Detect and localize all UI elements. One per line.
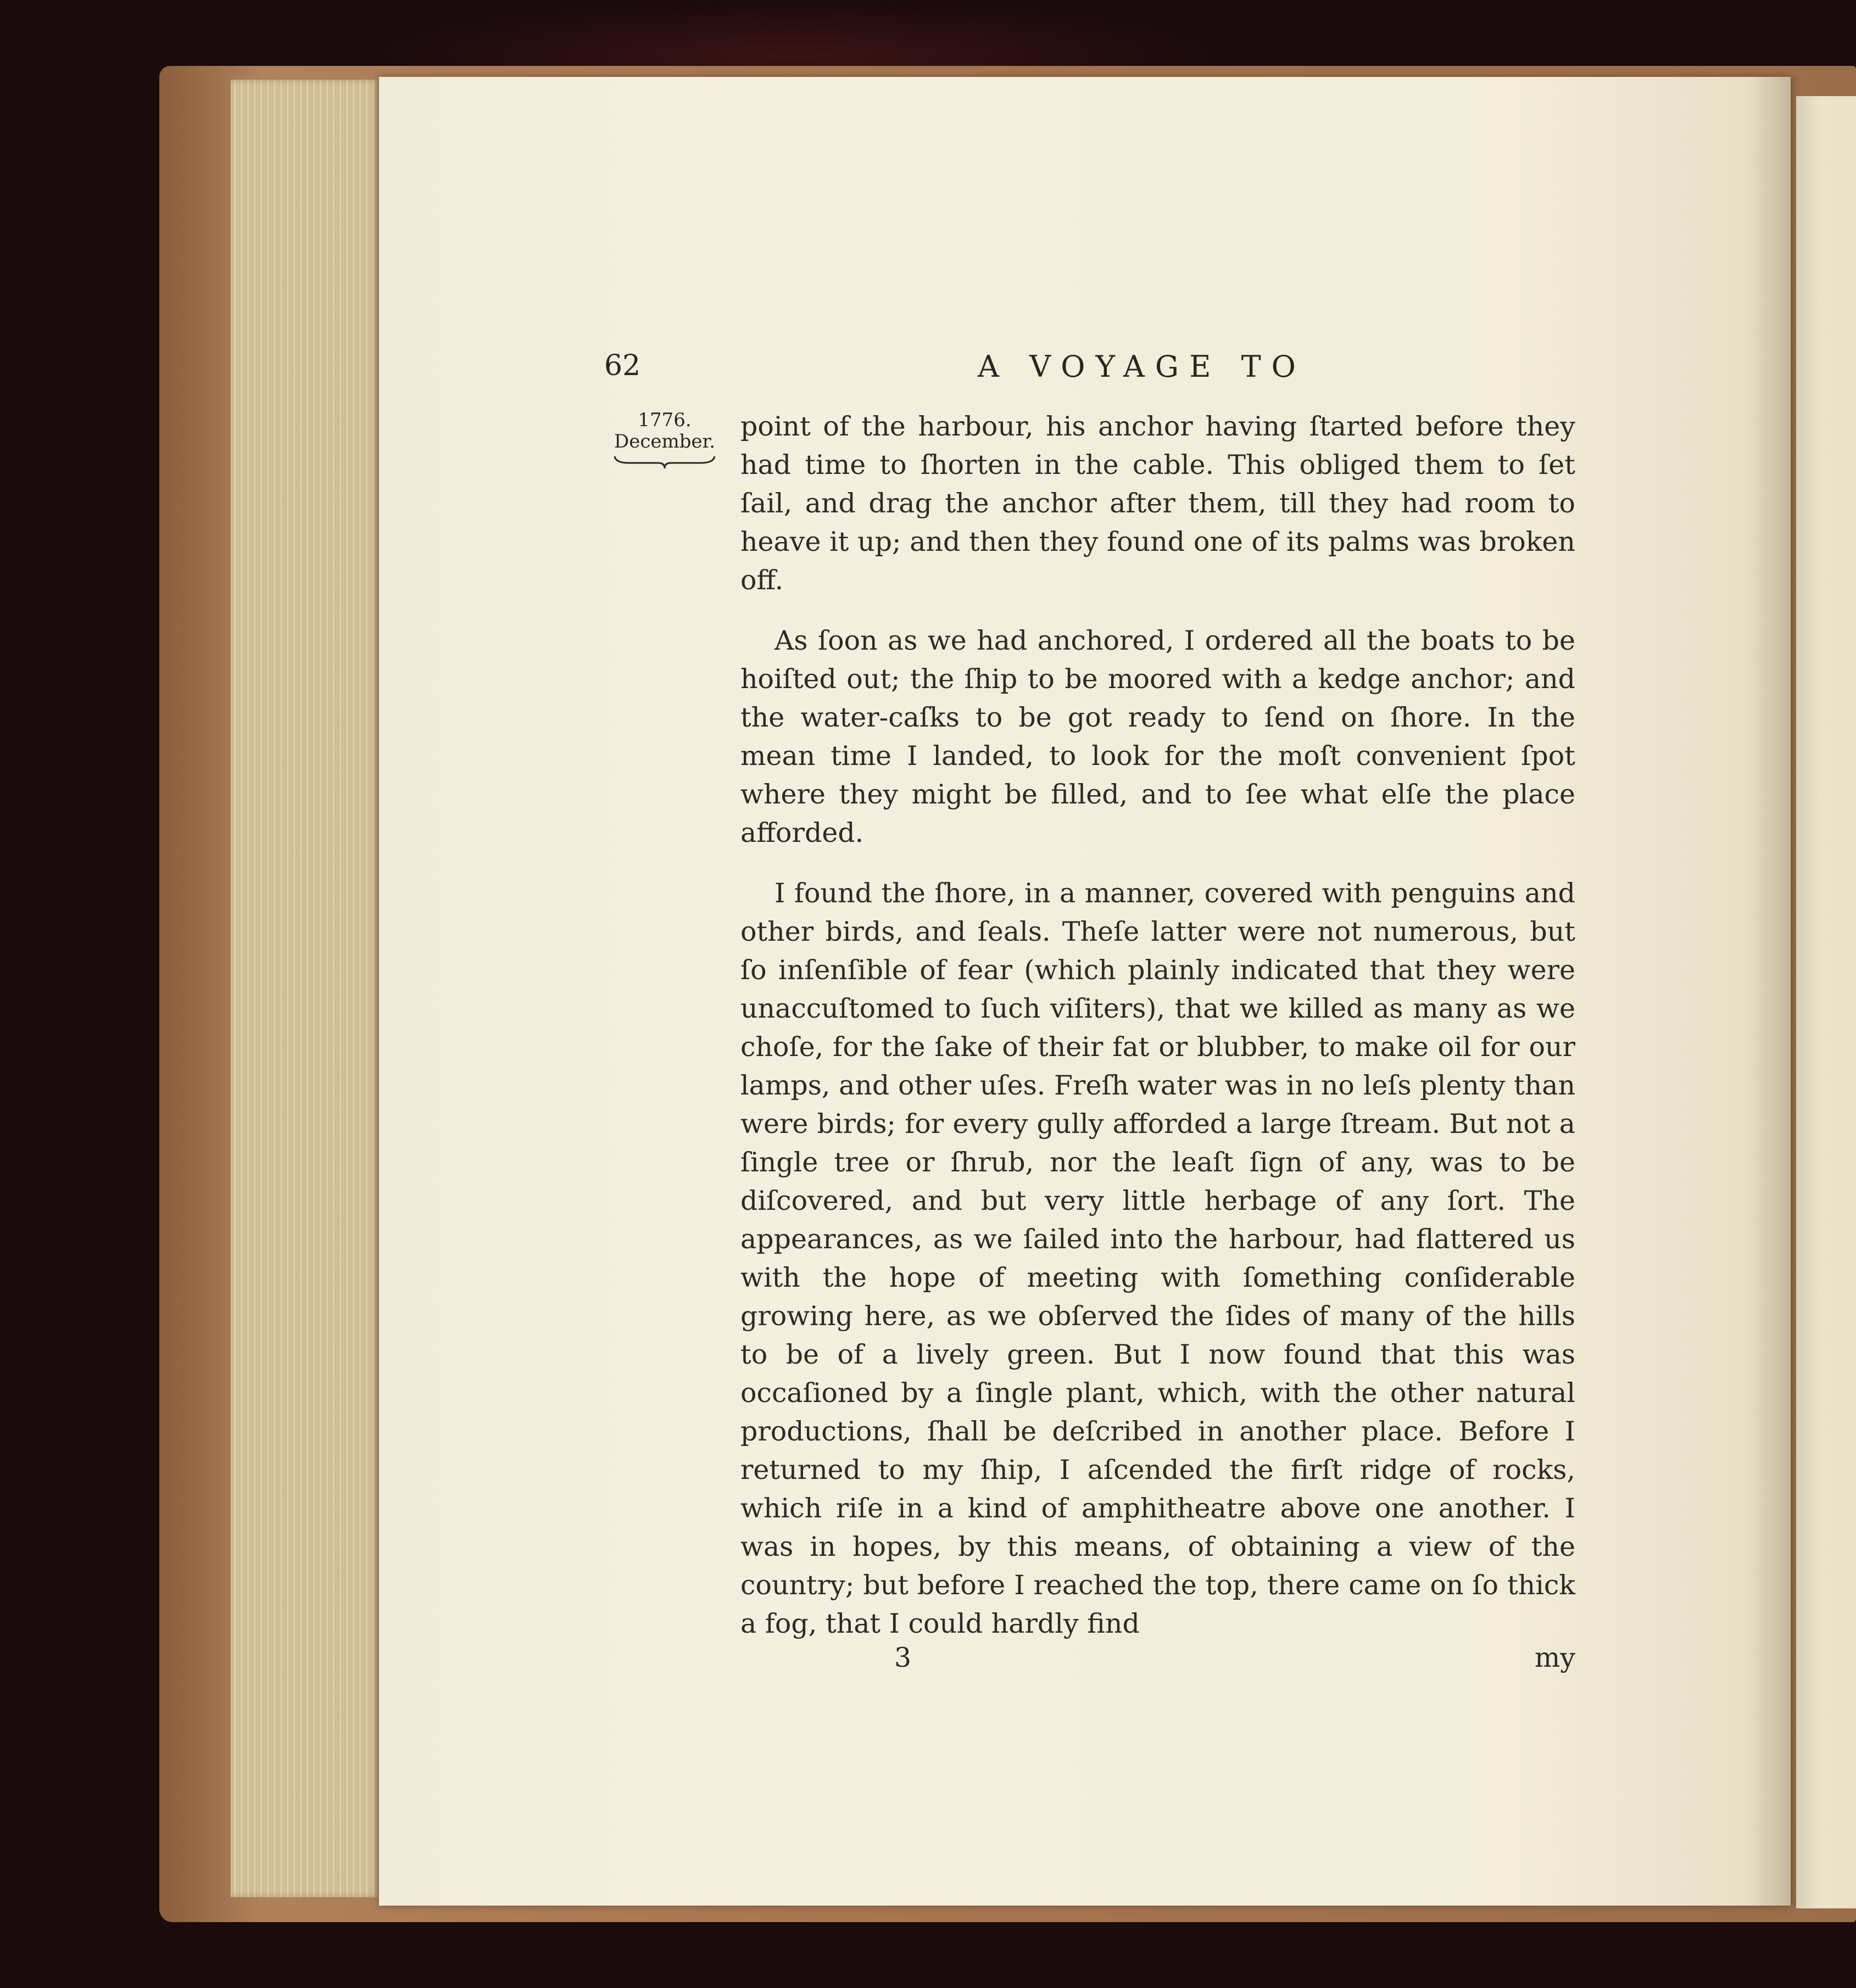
facing-page xyxy=(1796,96,1856,1908)
brace-icon xyxy=(612,454,717,471)
running-title: A VOYAGE TO xyxy=(978,349,1306,384)
page-number: 62 xyxy=(604,349,641,382)
page-footer xyxy=(740,1642,1575,1680)
paragraph: I found the ſhore, in a manner, covered with penguins and other birds, and ſeals. Theſe latter were not numerous, but ſo inſenſible of fear (which plainly indicated that they were unaccuſtomed to ſuch viſiters), that we killed as many as we choſe, for the ſake of their fat or blubber, to make oil for our lamps, and other uſes. Freſh water was in no leſs plenty than were birds; for every gully afforded a large ſtream. But not a ſingle tree or ſhrub, nor the leaſt ſign of any, was to be diſcovered, and but very little herbage of any ſort. The appearances, as we ſailed into the harbour, had flattered us with the hope of meeting with ſomething conſiderable growing here, as we obſerved the ſides of many of the hills to be of a lively green. But I now found that this was occaſioned by a ſingle plant, which, with the other natural productions, ſhall be deſcribed in another place. Before I returned to my ſhip, I aſcended the firſt ridge of rocks, which riſe in a kind of amphitheatre above one another. I was in hopes, by this means, of obtaining a view of the country; but before I reached the top, there came on ſo thick a fog, that I could hardly find xyxy=(740,878,1575,1639)
margin-date-note xyxy=(612,409,717,473)
running-header xyxy=(604,349,1565,399)
signature-mark: 3 xyxy=(894,1642,912,1673)
page-gutter-shadow xyxy=(1747,77,1796,1906)
body-text xyxy=(740,407,1575,1665)
margin-month: December. xyxy=(614,431,715,453)
paragraph: point of the harbour, his anchor having ſtarted before they had time to ſhorten in the cable. This obliged them to ſet ſail, and drag the anchor after them, till they had room to heave it up; and then they found one of its palms was broken off. xyxy=(740,411,1575,596)
catchword: my xyxy=(1534,1642,1575,1673)
paragraph: As ſoon as we had anchored, I ordered all the boats to be hoiſted out; the ſhip to be moored with a kedge anchor; and the water-caſks to be got ready to ſend on ſhore. In the mean time I landed, to look for the moſt convenient ſpot where they might be filled, and to ſee what elſe the place afforded. xyxy=(740,625,1575,848)
page-edges xyxy=(231,80,379,1897)
margin-year: 1776. xyxy=(638,409,692,431)
